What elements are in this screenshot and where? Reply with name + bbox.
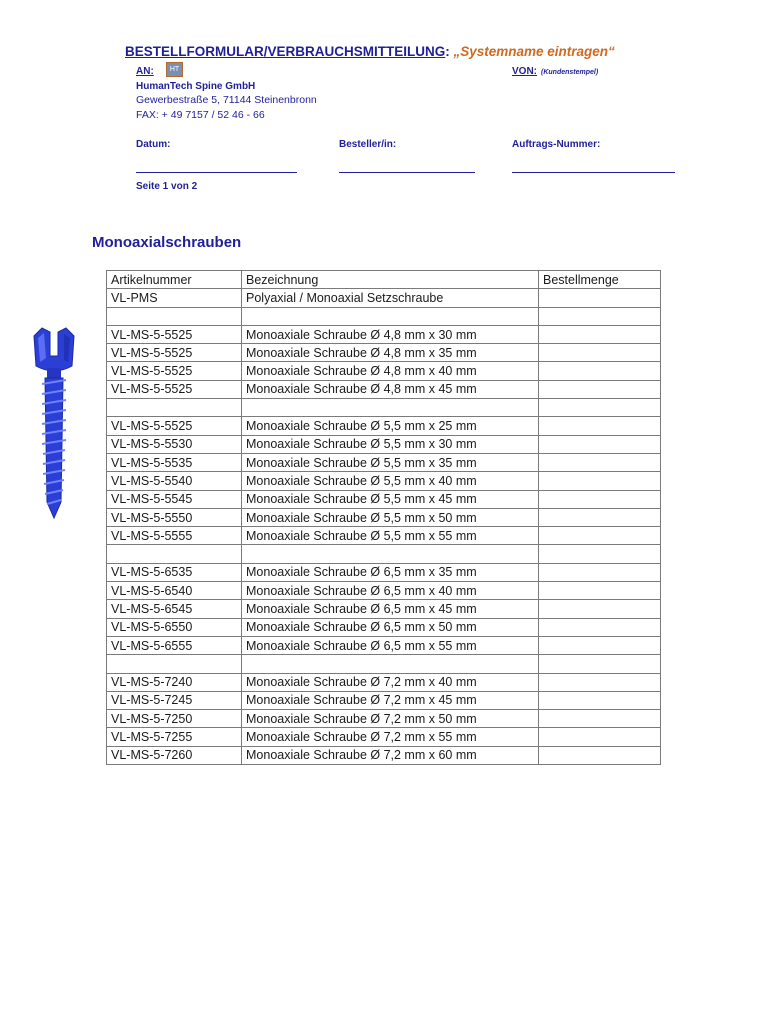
cell-bezeichnung: Monoaxiale Schraube Ø 6,5 mm x 35 mm xyxy=(242,563,539,581)
cell-bezeichnung: Monoaxiale Schraube Ø 6,5 mm x 50 mm xyxy=(242,618,539,636)
table-row xyxy=(107,508,661,526)
header-bezeichnung: Bezeichnung xyxy=(242,271,539,289)
cell-bezeichnung: Monoaxiale Schraube Ø 4,8 mm x 40 mm xyxy=(242,362,539,380)
cell-bestellmenge[interactable] xyxy=(539,691,661,709)
cell-bestellmenge[interactable] xyxy=(539,399,661,417)
cell-bestellmenge[interactable] xyxy=(539,325,661,343)
cell-artikelnummer: VL-MS-5-5545 xyxy=(107,490,242,508)
header-bestellmenge: Bestellmenge xyxy=(539,271,661,289)
cell-artikelnummer: VL-MS-5-5525 xyxy=(107,380,242,398)
cell-artikelnummer: VL-MS-5-5540 xyxy=(107,472,242,490)
order-table xyxy=(106,270,661,765)
cell-artikelnummer xyxy=(107,307,242,325)
table-row xyxy=(107,527,661,545)
cell-bestellmenge[interactable] xyxy=(539,636,661,654)
cell-bezeichnung: Monoaxiale Schraube Ø 7,2 mm x 40 mm xyxy=(242,673,539,691)
cell-bezeichnung: Polyaxial / Monoaxial Setzschraube xyxy=(242,289,539,307)
cell-bestellmenge[interactable] xyxy=(539,307,661,325)
table-row xyxy=(107,399,661,417)
header-artikelnummer: Artikelnummer xyxy=(107,271,242,289)
cell-bestellmenge[interactable] xyxy=(539,508,661,526)
cell-bezeichnung: Monoaxiale Schraube Ø 6,5 mm x 55 mm xyxy=(242,636,539,654)
cell-bestellmenge[interactable] xyxy=(539,710,661,728)
table-row xyxy=(107,563,661,581)
cell-bezeichnung xyxy=(242,655,539,673)
von-label: VON: xyxy=(512,66,537,77)
cell-artikelnummer: VL-MS-5-7260 xyxy=(107,746,242,764)
cell-bestellmenge[interactable] xyxy=(539,380,661,398)
cell-bezeichnung: Monoaxiale Schraube Ø 5,5 mm x 40 mm xyxy=(242,472,539,490)
table-row xyxy=(107,490,661,508)
cell-artikelnummer: VL-MS-5-5550 xyxy=(107,508,242,526)
datum-label: Datum: xyxy=(136,139,171,150)
table-row xyxy=(107,453,661,471)
cell-bezeichnung: Monoaxiale Schraube Ø 5,5 mm x 25 mm xyxy=(242,417,539,435)
company-logo-icon: HT xyxy=(166,62,183,77)
cell-artikelnummer xyxy=(107,655,242,673)
table-row xyxy=(107,435,661,453)
table-row xyxy=(107,582,661,600)
company-name: HumanTech Spine GmbH xyxy=(136,81,256,92)
table-row xyxy=(107,746,661,764)
cell-bezeichnung: Monoaxiale Schraube Ø 4,8 mm x 30 mm xyxy=(242,325,539,343)
cell-artikelnummer: VL-MS-5-5535 xyxy=(107,453,242,471)
table-row xyxy=(107,710,661,728)
cell-bestellmenge[interactable] xyxy=(539,600,661,618)
cell-bestellmenge[interactable] xyxy=(539,344,661,362)
cell-artikelnummer: VL-MS-5-6555 xyxy=(107,636,242,654)
cell-bestellmenge[interactable] xyxy=(539,655,661,673)
cell-bestellmenge[interactable] xyxy=(539,417,661,435)
company-address: Gewerbestraße 5, 71144 Steinenbronn xyxy=(136,94,317,106)
besteller-field[interactable] xyxy=(339,172,475,173)
cell-artikelnummer: VL-MS-5-7245 xyxy=(107,691,242,709)
cell-bezeichnung: Monoaxiale Schraube Ø 4,8 mm x 35 mm xyxy=(242,344,539,362)
cell-bezeichnung: Monoaxiale Schraube Ø 5,5 mm x 50 mm xyxy=(242,508,539,526)
table-row xyxy=(107,472,661,490)
company-fax: FAX: + 49 7157 / 52 46 - 66 xyxy=(136,109,265,121)
form-title-main: BESTELLFORMULAR/VERBRAUCHSMITTEILUNG xyxy=(125,44,446,59)
cell-bestellmenge[interactable] xyxy=(539,582,661,600)
table-row xyxy=(107,325,661,343)
von-block xyxy=(512,66,598,77)
cell-artikelnummer: VL-MS-5-7255 xyxy=(107,728,242,746)
cell-bestellmenge[interactable] xyxy=(539,289,661,307)
cell-artikelnummer: VL-MS-5-6535 xyxy=(107,563,242,581)
cell-bestellmenge[interactable] xyxy=(539,453,661,471)
cell-artikelnummer: VL-MS-5-6545 xyxy=(107,600,242,618)
cell-artikelnummer: VL-PMS xyxy=(107,289,242,307)
cell-bezeichnung xyxy=(242,307,539,325)
cell-bestellmenge[interactable] xyxy=(539,728,661,746)
auftrag-field[interactable] xyxy=(512,172,675,173)
cell-artikelnummer: VL-MS-5-6550 xyxy=(107,618,242,636)
table-row xyxy=(107,691,661,709)
cell-artikelnummer: VL-MS-5-6540 xyxy=(107,582,242,600)
cell-artikelnummer: VL-MS-5-7250 xyxy=(107,710,242,728)
table-row xyxy=(107,655,661,673)
cell-bestellmenge[interactable] xyxy=(539,545,661,563)
cell-bezeichnung: Monoaxiale Schraube Ø 7,2 mm x 55 mm xyxy=(242,728,539,746)
cell-bestellmenge[interactable] xyxy=(539,563,661,581)
table-row xyxy=(107,636,661,654)
cell-bestellmenge[interactable] xyxy=(539,362,661,380)
besteller-label: Besteller/in: xyxy=(339,139,397,150)
cell-artikelnummer: VL-MS-5-5525 xyxy=(107,325,242,343)
table-row xyxy=(107,417,661,435)
cell-artikelnummer: VL-MS-5-5525 xyxy=(107,362,242,380)
table-row xyxy=(107,344,661,362)
table-row xyxy=(107,600,661,618)
cell-bezeichnung: Monoaxiale Schraube Ø 6,5 mm x 45 mm xyxy=(242,600,539,618)
cell-bezeichnung: Monoaxiale Schraube Ø 5,5 mm x 30 mm xyxy=(242,435,539,453)
cell-bezeichnung: Monoaxiale Schraube Ø 4,8 mm x 45 mm xyxy=(242,380,539,398)
cell-bezeichnung: Monoaxiale Schraube Ø 7,2 mm x 60 mm xyxy=(242,746,539,764)
cell-bestellmenge[interactable] xyxy=(539,472,661,490)
cell-bestellmenge[interactable] xyxy=(539,618,661,636)
cell-bezeichnung: Monoaxiale Schraube Ø 6,5 mm x 40 mm xyxy=(242,582,539,600)
table-row xyxy=(107,545,661,563)
cell-bestellmenge[interactable] xyxy=(539,746,661,764)
cell-bestellmenge[interactable] xyxy=(539,673,661,691)
table-row xyxy=(107,618,661,636)
cell-bezeichnung xyxy=(242,545,539,563)
cell-bezeichnung: Monoaxiale Schraube Ø 5,5 mm x 45 mm xyxy=(242,490,539,508)
table-row xyxy=(107,728,661,746)
an-label: AN: xyxy=(136,66,154,77)
kundenstempel-label: (Kundenstempel) xyxy=(541,69,599,76)
cell-bestellmenge[interactable] xyxy=(539,527,661,545)
system-name-placeholder: „Systemname eintragen“ xyxy=(453,44,615,59)
table-row xyxy=(107,307,661,325)
cell-artikelnummer xyxy=(107,545,242,563)
cell-artikelnummer: VL-MS-5-7240 xyxy=(107,673,242,691)
cell-bestellmenge[interactable] xyxy=(539,490,661,508)
table-row xyxy=(107,673,661,691)
monoaxial-screw-image xyxy=(28,322,80,522)
datum-field[interactable] xyxy=(136,172,297,173)
page-indicator: Seite 1 von 2 xyxy=(136,181,198,192)
cell-artikelnummer xyxy=(107,399,242,417)
cell-artikelnummer: VL-MS-5-5555 xyxy=(107,527,242,545)
table-row xyxy=(107,380,661,398)
cell-bestellmenge[interactable] xyxy=(539,435,661,453)
cell-bezeichnung: Monoaxiale Schraube Ø 5,5 mm x 35 mm xyxy=(242,453,539,471)
auftrag-label: Auftrags-Nummer: xyxy=(512,139,601,150)
form-title xyxy=(125,44,615,59)
form-title-sep: : xyxy=(445,44,454,59)
cell-bezeichnung xyxy=(242,399,539,417)
cell-artikelnummer: VL-MS-5-5525 xyxy=(107,417,242,435)
table-header-row xyxy=(107,271,661,289)
cell-bezeichnung: Monoaxiale Schraube Ø 7,2 mm x 50 mm xyxy=(242,710,539,728)
table-row xyxy=(107,289,661,307)
cell-bezeichnung: Monoaxiale Schraube Ø 7,2 mm x 45 mm xyxy=(242,691,539,709)
cell-bezeichnung: Monoaxiale Schraube Ø 5,5 mm x 55 mm xyxy=(242,527,539,545)
cell-artikelnummer: VL-MS-5-5530 xyxy=(107,435,242,453)
table-row xyxy=(107,362,661,380)
section-title: Monoaxialschrauben xyxy=(92,234,242,251)
cell-artikelnummer: VL-MS-5-5525 xyxy=(107,344,242,362)
